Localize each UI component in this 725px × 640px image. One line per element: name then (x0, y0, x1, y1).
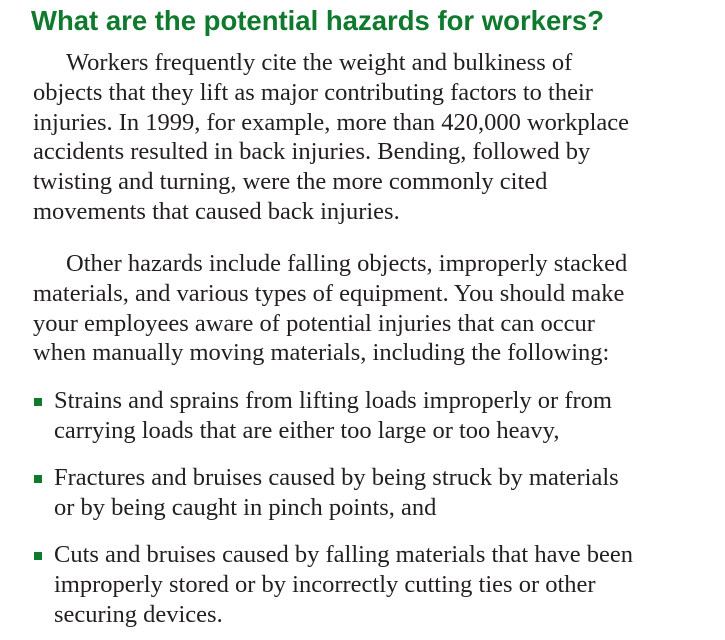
bullet-line: Fractures and bruises caused by being struck by materials (54, 464, 619, 491)
bullet-item-strains-sprains (33, 386, 723, 446)
bullet-line: or by being caught in pinch points, and (54, 493, 437, 521)
paragraph-line: objects that they lift as major contributing factors to their (33, 78, 593, 106)
square-bullet-icon (34, 552, 42, 560)
bullet-line: improperly stored or by incorrectly cutting ties or other (54, 570, 596, 598)
paragraph-line: your employees aware of potential injuries that can occur (33, 309, 595, 337)
bullet-line: Cuts and bruises caused by falling materials that have been (54, 541, 633, 568)
bullet-line: securing devices. (54, 600, 223, 628)
paragraph-line: movements that caused back injuries. (33, 197, 400, 225)
bullet-line: carrying loads that are either too large or too heavy, (54, 416, 560, 444)
bullet-line: Strains and sprains from lifting loads improperly or from (54, 387, 612, 414)
paragraph-line: injuries. In 1999, for example, more than 420,000 workplace (33, 108, 630, 136)
paragraph-line: accidents resulted in back injuries. Bending, followed by (33, 138, 591, 166)
paragraph-line: Workers frequently cite the weight and bulkiness of (66, 49, 573, 76)
square-bullet-icon (34, 475, 42, 483)
paragraph-line: materials, and various types of equipment. You should make (33, 279, 625, 307)
bullet-item-cuts-bruises (33, 540, 723, 629)
bullet-item-fractures-bruises (33, 463, 723, 523)
page-heading: What are the potential hazards for workers? (31, 5, 605, 36)
paragraph-worker-injury-factors (33, 48, 723, 227)
paragraph-other-hazards (33, 249, 723, 368)
paragraph-line: when manually moving materials, including the following: (33, 339, 610, 367)
paragraph-line: twisting and turning, were the more commonly cited (33, 168, 548, 196)
square-bullet-icon (34, 398, 42, 406)
paragraph-line: Other hazards include falling objects, improperly stacked (66, 250, 628, 277)
